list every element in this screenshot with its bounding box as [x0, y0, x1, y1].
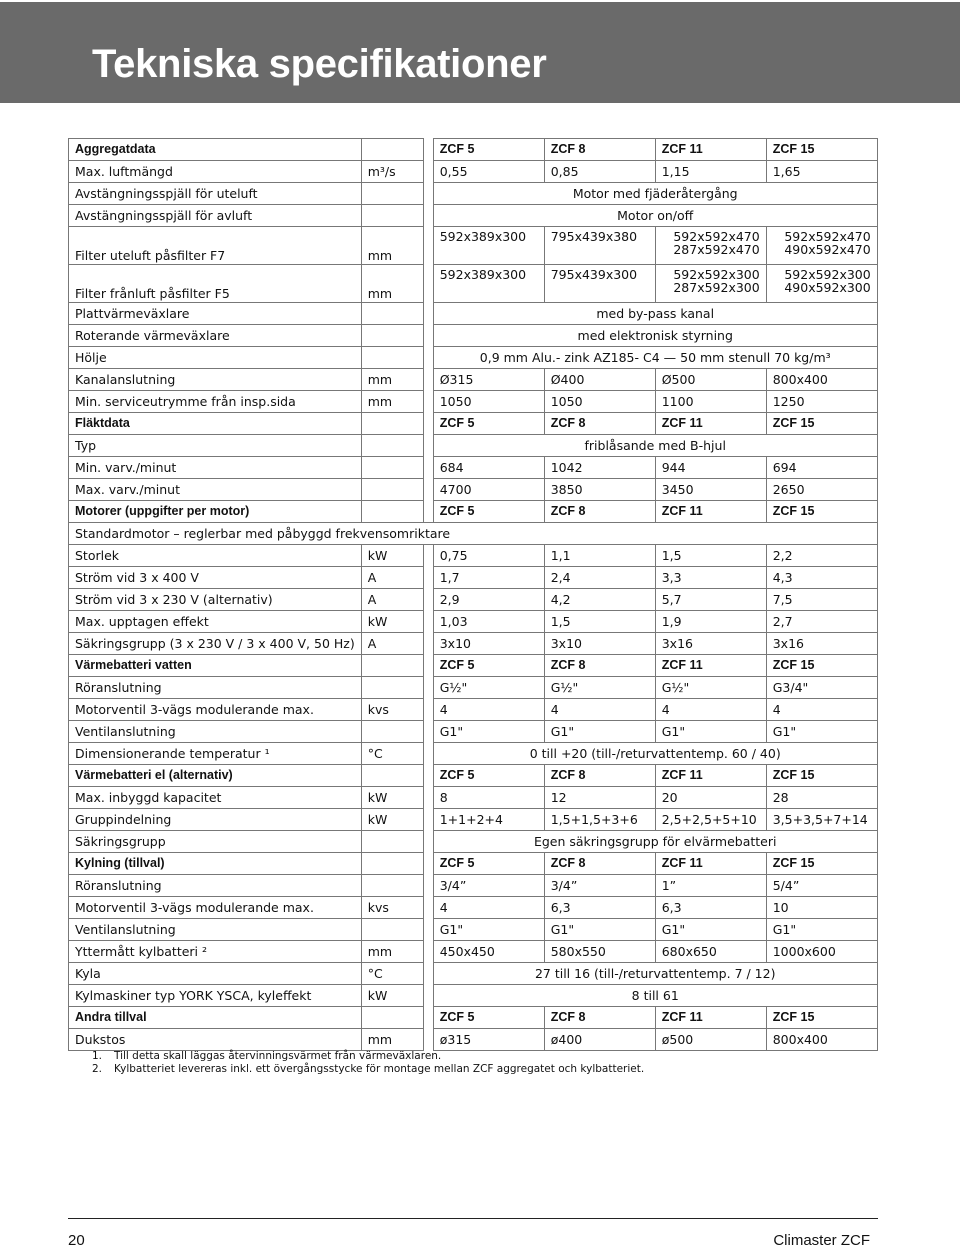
spec-row: [69, 941, 878, 963]
footnote: [92, 1050, 644, 1063]
section-header-row: [69, 853, 878, 875]
value-cell: 6,3: [655, 897, 766, 919]
title-banner: [0, 2, 960, 103]
value-cell: 0,85: [544, 161, 655, 183]
value-cell: 3850: [544, 479, 655, 501]
value-cell: 944: [655, 457, 766, 479]
row-unit: [361, 853, 423, 875]
row-unit: [361, 347, 423, 369]
value-cell: 3x10: [544, 633, 655, 655]
spec-row: [69, 633, 878, 655]
value-cell: 4700: [433, 479, 544, 501]
value-cell: 4,3: [766, 567, 877, 589]
column-gap: [423, 227, 433, 265]
value-cell: 1,5: [655, 545, 766, 567]
row-unit: [361, 479, 423, 501]
row-label: Röranslutning: [69, 677, 362, 699]
row-unit: [361, 919, 423, 941]
row-unit: [361, 1007, 423, 1029]
value-cell: 800x400: [766, 1029, 877, 1051]
value-cell: 3,3: [655, 567, 766, 589]
spanning-value: med by-pass kanal: [433, 303, 877, 325]
spec-row: [69, 985, 878, 1007]
value-cell: 580x550: [544, 941, 655, 963]
row-unit: mm: [361, 265, 423, 303]
column-gap: [423, 161, 433, 183]
column-gap: [423, 369, 433, 391]
spec-row: [69, 1029, 878, 1051]
column-gap: [423, 265, 433, 303]
row-label: Aggregatdata: [69, 139, 362, 161]
row-label: Min. serviceutrymme från insp.sida: [69, 391, 362, 413]
spec-row: [69, 963, 878, 985]
row-unit: [361, 765, 423, 787]
row-unit: kvs: [361, 699, 423, 721]
value-cell: 10: [766, 897, 877, 919]
row-label: Avstängningsspjäll för avluft: [69, 205, 362, 227]
value-cell: 3x16: [766, 633, 877, 655]
column-gap: [423, 611, 433, 633]
value-cell: 2,9: [433, 589, 544, 611]
row-unit: °C: [361, 743, 423, 765]
row-label: Kylning (tillval): [69, 853, 362, 875]
value-cell: 795x439x300: [544, 265, 655, 303]
column-gap: [423, 545, 433, 567]
row-label: Dukstos: [69, 1029, 362, 1051]
row-label: Standardmotor – reglerbar med påbyggd frekvensomriktare: [69, 523, 878, 545]
value-cell: 1,5: [544, 611, 655, 633]
value-cell: 28: [766, 787, 877, 809]
column-gap: [423, 963, 433, 985]
column-gap: [423, 413, 433, 435]
row-label: Ström vid 3 x 400 V: [69, 567, 362, 589]
row-label: Motorventil 3-vägs modulerande max.: [69, 897, 362, 919]
spanning-value: 8 till 61: [433, 985, 877, 1007]
spanning-value: 27 till 16 (till-/returvattentemp. 7 / 12): [433, 963, 877, 985]
spec-row: [69, 699, 878, 721]
spec-row: [69, 303, 878, 325]
spec-row: [69, 369, 878, 391]
footnote-text: Kylbatteriet levereras inkl. ett övergångsstycke för montage mellan ZCF aggregatet och kylbatteriet.: [114, 1063, 645, 1075]
value-cell: 3,5+3,5+7+14: [766, 809, 877, 831]
row-label: Röranslutning: [69, 875, 362, 897]
value-cell: 0,75: [433, 545, 544, 567]
row-unit: [361, 183, 423, 205]
value-cell: G½": [433, 677, 544, 699]
row-unit: mm: [361, 227, 423, 265]
spanning-value: 0 till +20 (till-/returvattentemp. 60 / 40): [433, 743, 877, 765]
column-gap: [423, 897, 433, 919]
column-gap: [423, 633, 433, 655]
section-header-row: [69, 501, 878, 523]
model-header-cell: ZCF 11: [655, 1007, 766, 1029]
value-cell: 1+1+2+4: [433, 809, 544, 831]
value-cell: 1,7: [433, 567, 544, 589]
spec-row: [69, 787, 878, 809]
row-unit: kW: [361, 787, 423, 809]
column-gap: [423, 721, 433, 743]
row-label: Filter frånluft påsfilter F5: [69, 265, 362, 303]
row-label: Kyla: [69, 963, 362, 985]
value-cell: 12: [544, 787, 655, 809]
row-label: Dimensionerande temperatur ¹: [69, 743, 362, 765]
column-gap: [423, 183, 433, 205]
row-unit: kW: [361, 985, 423, 1007]
value-cell: 800x400: [766, 369, 877, 391]
value-cell: 0,55: [433, 161, 544, 183]
spec-row: [69, 391, 878, 413]
column-gap: [423, 985, 433, 1007]
value-cell: ø400: [544, 1029, 655, 1051]
spec-row: [69, 457, 878, 479]
row-label: Motorer (uppgifter per motor): [69, 501, 362, 523]
value-cell: 3/4”: [433, 875, 544, 897]
row-label: Roterande värmeväxlare: [69, 325, 362, 347]
row-unit: [361, 501, 423, 523]
row-unit: [361, 655, 423, 677]
row-unit: [361, 325, 423, 347]
spec-row: [69, 567, 878, 589]
model-header-cell: ZCF 8: [544, 413, 655, 435]
model-header-cell: ZCF 8: [544, 853, 655, 875]
value-cell: 592x389x300: [433, 265, 544, 303]
row-label: Storlek: [69, 545, 362, 567]
row-label: Plattvärmeväxlare: [69, 303, 362, 325]
row-unit: [361, 139, 423, 161]
spec-row: [69, 721, 878, 743]
value-cell: 3450: [655, 479, 766, 501]
footnote: [92, 1063, 644, 1076]
footnote-number: 1.: [92, 1050, 103, 1062]
column-gap: [423, 831, 433, 853]
value-cell: 1100: [655, 391, 766, 413]
row-label: Säkringsgrupp: [69, 831, 362, 853]
row-label: Säkringsgrupp (3 x 230 V / 3 x 400 V, 50 Hz): [69, 633, 362, 655]
row-unit: kW: [361, 545, 423, 567]
row-unit: m³/s: [361, 161, 423, 183]
brand-name: Climaster ZCF: [773, 1232, 870, 1249]
spec-row: [69, 325, 878, 347]
row-label: Värmebatteri el (alternativ): [69, 765, 362, 787]
model-header-cell: ZCF 5: [433, 413, 544, 435]
value-cell: 1,5+1,5+3+6: [544, 809, 655, 831]
footer-divider: [68, 1218, 878, 1219]
row-label: Typ: [69, 435, 362, 457]
row-label: Värmebatteri vatten: [69, 655, 362, 677]
model-header-cell: ZCF 8: [544, 1007, 655, 1029]
column-gap: [423, 325, 433, 347]
model-header-cell: ZCF 15: [766, 413, 877, 435]
spec-row: [69, 677, 878, 699]
row-label: Hölje: [69, 347, 362, 369]
value-cell: G½": [655, 677, 766, 699]
page-number: 20: [68, 1232, 85, 1249]
value-cell: 1,15: [655, 161, 766, 183]
row-label: Ventilanslutning: [69, 919, 362, 941]
spanning-value: Motor on/off: [433, 205, 877, 227]
value-cell: 6,3: [544, 897, 655, 919]
value-cell: 5,7: [655, 589, 766, 611]
spec-row: [69, 347, 878, 369]
value-cell: 684: [433, 457, 544, 479]
column-gap: [423, 139, 433, 161]
value-cell: 2,4: [544, 567, 655, 589]
value-cell: 1,9: [655, 611, 766, 633]
value-cell: 4,2: [544, 589, 655, 611]
spanning-value: friblåsande med B-hjul: [433, 435, 877, 457]
column-gap: [423, 457, 433, 479]
row-unit: [361, 831, 423, 853]
spec-row: [69, 435, 878, 457]
row-unit: [361, 457, 423, 479]
value-cell: 1050: [433, 391, 544, 413]
row-unit: [361, 875, 423, 897]
value-cell: G1": [766, 919, 877, 941]
model-header-cell: ZCF 5: [433, 501, 544, 523]
value-cell: Ø400: [544, 369, 655, 391]
row-unit: mm: [361, 391, 423, 413]
footnote-number: 2.: [92, 1063, 103, 1075]
row-unit: A: [361, 633, 423, 655]
row-label: Ventilanslutning: [69, 721, 362, 743]
footnotes: [92, 1050, 644, 1076]
spec-row: [69, 265, 878, 303]
value-cell: 592x592x470 287x592x470: [655, 227, 766, 265]
value-cell: 1000x600: [766, 941, 877, 963]
value-cell: 2650: [766, 479, 877, 501]
column-gap: [423, 787, 433, 809]
spec-row: [69, 919, 878, 941]
value-cell: 1050: [544, 391, 655, 413]
column-gap: [423, 303, 433, 325]
column-gap: [423, 677, 433, 699]
value-cell: 1,1: [544, 545, 655, 567]
value-cell: 4: [766, 699, 877, 721]
column-gap: [423, 765, 433, 787]
value-cell: G1": [433, 919, 544, 941]
section-header-row: [69, 655, 878, 677]
value-cell: G1": [433, 721, 544, 743]
spec-row: [69, 205, 878, 227]
value-cell: 4: [433, 699, 544, 721]
section-header-row: [69, 413, 878, 435]
column-gap: [423, 655, 433, 677]
model-header-cell: ZCF 15: [766, 1007, 877, 1029]
column-gap: [423, 347, 433, 369]
section-header-row: [69, 139, 878, 161]
value-cell: Ø315: [433, 369, 544, 391]
row-unit: [361, 435, 423, 457]
model-header-cell: ZCF 15: [766, 655, 877, 677]
model-header-cell: ZCF 15: [766, 501, 877, 523]
row-unit: mm: [361, 1029, 423, 1051]
model-header-cell: ZCF 11: [655, 655, 766, 677]
value-cell: G1": [544, 919, 655, 941]
column-gap: [423, 479, 433, 501]
spec-row: [69, 183, 878, 205]
spec-row: [69, 523, 878, 545]
model-header-cell: ZCF 8: [544, 655, 655, 677]
model-header-cell: ZCF 11: [655, 139, 766, 161]
model-header-cell: ZCF 5: [433, 1007, 544, 1029]
page-title: Tekniska specifikationer: [92, 42, 547, 86]
spanning-value: Motor med fjäderåtergång: [433, 183, 877, 205]
value-cell: 4: [655, 699, 766, 721]
value-cell: 450x450: [433, 941, 544, 963]
row-label: Yttermått kylbatteri ²: [69, 941, 362, 963]
value-cell: G½": [544, 677, 655, 699]
spec-row: [69, 611, 878, 633]
value-cell: 2,2: [766, 545, 877, 567]
row-label: Kanalanslutning: [69, 369, 362, 391]
value-cell: G1": [655, 721, 766, 743]
row-unit: mm: [361, 941, 423, 963]
value-cell: 4: [544, 699, 655, 721]
value-cell: G1": [544, 721, 655, 743]
value-cell: 592x592x470 490x592x470: [766, 227, 877, 265]
row-label: Filter uteluft påsfilter F7: [69, 227, 362, 265]
value-cell: ø315: [433, 1029, 544, 1051]
value-cell: ø500: [655, 1029, 766, 1051]
row-unit: [361, 205, 423, 227]
value-cell: 3/4”: [544, 875, 655, 897]
model-header-cell: ZCF 11: [655, 501, 766, 523]
value-cell: 2,5+2,5+5+10: [655, 809, 766, 831]
column-gap: [423, 853, 433, 875]
spec-row: [69, 589, 878, 611]
spec-row: [69, 161, 878, 183]
column-gap: [423, 567, 433, 589]
value-cell: 680x650: [655, 941, 766, 963]
model-header-cell: ZCF 11: [655, 413, 766, 435]
value-cell: 8: [433, 787, 544, 809]
value-cell: 5/4”: [766, 875, 877, 897]
row-label: Fläktdata: [69, 413, 362, 435]
value-cell: 2,7: [766, 611, 877, 633]
column-gap: [423, 391, 433, 413]
spec-table: [68, 138, 878, 1051]
value-cell: 3x16: [655, 633, 766, 655]
spanning-value: Egen säkringsgrupp för elvärmebatteri: [433, 831, 877, 853]
row-label: Max. upptagen effekt: [69, 611, 362, 633]
value-cell: G1": [766, 721, 877, 743]
row-label: Avstängningsspjäll för uteluft: [69, 183, 362, 205]
column-gap: [423, 1007, 433, 1029]
row-label: Kylmaskiner typ YORK YSCA, kyleffekt: [69, 985, 362, 1007]
row-unit: [361, 677, 423, 699]
model-header-cell: ZCF 11: [655, 853, 766, 875]
column-gap: [423, 743, 433, 765]
column-gap: [423, 435, 433, 457]
value-cell: 795x439x380: [544, 227, 655, 265]
column-gap: [423, 919, 433, 941]
row-label: Max. inbyggd kapacitet: [69, 787, 362, 809]
spec-row: [69, 875, 878, 897]
value-cell: 20: [655, 787, 766, 809]
model-header-cell: ZCF 5: [433, 655, 544, 677]
spec-row: [69, 545, 878, 567]
column-gap: [423, 875, 433, 897]
value-cell: 7,5: [766, 589, 877, 611]
row-label: Min. varv./minut: [69, 457, 362, 479]
row-unit: [361, 413, 423, 435]
model-header-cell: ZCF 5: [433, 765, 544, 787]
row-label: Motorventil 3-vägs modulerande max.: [69, 699, 362, 721]
model-header-cell: ZCF 15: [766, 853, 877, 875]
row-unit: A: [361, 567, 423, 589]
column-gap: [423, 501, 433, 523]
column-gap: [423, 205, 433, 227]
column-gap: [423, 941, 433, 963]
column-gap: [423, 809, 433, 831]
row-unit: kW: [361, 809, 423, 831]
row-unit: [361, 721, 423, 743]
model-header-cell: ZCF 8: [544, 765, 655, 787]
model-header-cell: ZCF 15: [766, 139, 877, 161]
value-cell: 1042: [544, 457, 655, 479]
footnote-text: Till detta skall läggas återvinningsvärmet från värmeväxlaren.: [114, 1050, 442, 1062]
value-cell: 4: [433, 897, 544, 919]
spanning-value: med elektronisk styrning: [433, 325, 877, 347]
value-cell: Ø500: [655, 369, 766, 391]
value-cell: 694: [766, 457, 877, 479]
row-unit: kW: [361, 611, 423, 633]
column-gap: [423, 1029, 433, 1051]
model-header-cell: ZCF 8: [544, 501, 655, 523]
value-cell: 592x389x300: [433, 227, 544, 265]
row-label: Ström vid 3 x 230 V (alternativ): [69, 589, 362, 611]
row-unit: kvs: [361, 897, 423, 919]
value-cell: 1”: [655, 875, 766, 897]
column-gap: [423, 699, 433, 721]
row-unit: [361, 303, 423, 325]
value-cell: G1": [655, 919, 766, 941]
row-unit: °C: [361, 963, 423, 985]
row-unit: A: [361, 589, 423, 611]
spec-row: [69, 743, 878, 765]
row-unit: mm: [361, 369, 423, 391]
model-header-cell: ZCF 15: [766, 765, 877, 787]
row-label: Andra tillval: [69, 1007, 362, 1029]
value-cell: 3x10: [433, 633, 544, 655]
row-label: Max. luftmängd: [69, 161, 362, 183]
model-header-cell: ZCF 5: [433, 853, 544, 875]
value-cell: 1,65: [766, 161, 877, 183]
value-cell: 592x592x300 287x592x300: [655, 265, 766, 303]
section-header-row: [69, 1007, 878, 1029]
row-label: Gruppindelning: [69, 809, 362, 831]
row-label: Max. varv./minut: [69, 479, 362, 501]
spec-row: [69, 897, 878, 919]
spec-row: [69, 479, 878, 501]
column-gap: [423, 589, 433, 611]
model-header-cell: ZCF 5: [433, 139, 544, 161]
section-header-row: [69, 765, 878, 787]
model-header-cell: ZCF 11: [655, 765, 766, 787]
value-cell: 592x592x300 490x592x300: [766, 265, 877, 303]
spec-row: [69, 809, 878, 831]
model-header-cell: ZCF 8: [544, 139, 655, 161]
spec-row: [69, 227, 878, 265]
value-cell: G3/4": [766, 677, 877, 699]
spanning-value: 0,9 mm Alu.- zink AZ185- C4 — 50 mm stenull 70 kg/m³: [433, 347, 877, 369]
value-cell: 1250: [766, 391, 877, 413]
value-cell: 1,03: [433, 611, 544, 633]
spec-row: [69, 831, 878, 853]
